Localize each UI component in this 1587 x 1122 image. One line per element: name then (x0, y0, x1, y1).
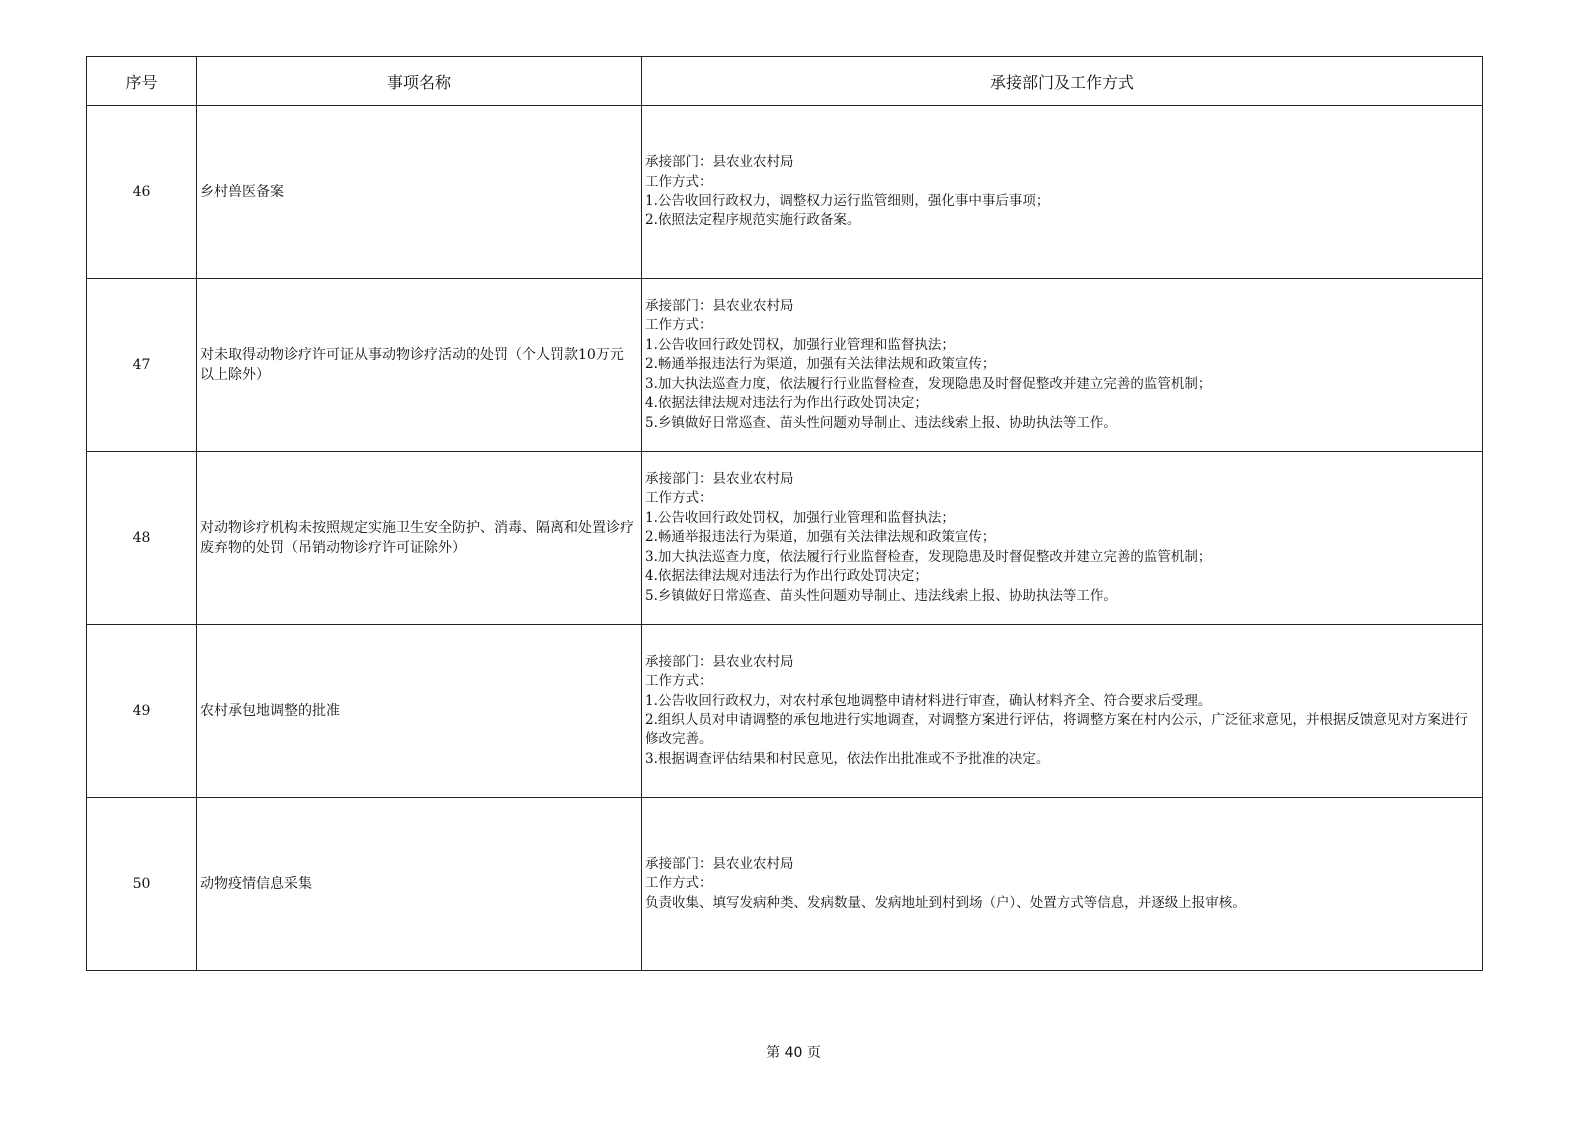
cell-item-name: 农村承包地调整的批准 (197, 625, 642, 798)
method-label: 工作方式： (645, 317, 713, 334)
table-row (87, 798, 1483, 971)
cell-dept-method (642, 106, 1483, 279)
cell-dept-method (642, 625, 1483, 798)
method-step: 1.公告收回行政处罚权，加强行业管理和监督执法； (645, 336, 955, 353)
cell-item-name: 乡村兽医备案 (197, 106, 642, 279)
method-step: 2.畅通举报违法行为渠道，加强有关法律法规和政策宣传； (645, 356, 996, 373)
method-step: 2.畅通举报违法行为渠道，加强有关法律法规和政策宣传； (645, 529, 996, 546)
method-label: 工作方式： (645, 875, 713, 892)
cell-dept-method (642, 798, 1483, 971)
method-step: 4.依据法律法规对违法行为作出行政处罚决定； (645, 568, 928, 585)
table-row (87, 625, 1483, 798)
table-body (87, 106, 1483, 971)
table-row (87, 279, 1483, 452)
cell-item-no: 49 (87, 625, 197, 798)
method-step: 3.加大执法巡查力度，依法履行行业监督检查，发现隐患及时督促整改并建立完善的监管机制； (645, 375, 1212, 392)
method-step: 5.乡镇做好日常巡查、苗头性问题劝导制止、违法线索上报、协助执法等工作。 (645, 587, 1117, 604)
method-label: 工作方式： (645, 173, 713, 190)
table-row (87, 452, 1483, 625)
table-row (87, 106, 1483, 279)
cell-dept-method (642, 279, 1483, 452)
cell-item-no: 46 (87, 106, 197, 279)
cell-dept-method (642, 452, 1483, 625)
cell-item-name: 动物疫情信息采集 (197, 798, 642, 971)
dept-line: 承接部门：县农业农村局 (645, 471, 794, 488)
cell-item-name: 对未取得动物诊疗许可证从事动物诊疗活动的处罚（个人罚款10万元以上除外） (197, 279, 642, 452)
table-header-row (87, 57, 1483, 106)
cell-item-no: 47 (87, 279, 197, 452)
method-step: 1.公告收回行政权力，调整权力运行监管细则，强化事中事后事项； (645, 193, 1050, 209)
method-step: 2.组织人员对申请调整的承包地进行实地调查，对调整方案进行评估，将调整方案在村内公示，广泛征求意见，并根据反馈意见对方案进行修改完善。 (645, 712, 1468, 748)
dept-line: 承接部门：县农业农村局 (645, 653, 794, 670)
cell-item-no: 50 (87, 798, 197, 971)
page-number: 第 40 页 (766, 1045, 821, 1061)
method-step: 4.依据法律法规对违法行为作出行政处罚决定； (645, 395, 928, 412)
method-step: 负责收集、填写发病种类、发病数量、发病地址到村到场（户）、处置方式等信息，并逐级上报审核。 (645, 894, 1246, 911)
dept-line: 承接部门：县农业农村局 (645, 298, 794, 315)
method-step: 3.加大执法巡查力度，依法履行行业监督检查，发现隐患及时督促整改并建立完善的监管机制； (645, 548, 1212, 565)
method-step: 1.公告收回行政处罚权，加强行业管理和监督执法； (645, 509, 955, 526)
header-dept: 承接部门及工作方式 (642, 57, 1483, 106)
dept-line: 承接部门：县农业农村局 (645, 154, 794, 171)
dept-line: 承接部门：县农业农村局 (645, 855, 794, 872)
method-step: 5.乡镇做好日常巡查、苗头性问题劝导制止、违法线索上报、协助执法等工作。 (645, 414, 1117, 431)
method-step: 1.公告收回行政权力，对农村承包地调整申请材料进行审查，确认材料齐全、符合要求后受理。 (645, 692, 1212, 709)
method-label: 工作方式： (645, 673, 713, 690)
method-step: 3.根据调查评估结果和村民意见，依法作出批准或不予批准的决定。 (645, 750, 1050, 767)
header-no: 序号 (87, 57, 197, 106)
method-step: 2.依照法定程序规范实施行政备案。 (645, 212, 861, 229)
method-label: 工作方式： (645, 490, 713, 507)
header-name: 事项名称 (197, 57, 642, 106)
cell-item-no: 48 (87, 452, 197, 625)
cell-item-name: 对动物诊疗机构未按照规定实施卫生安全防护、消毒、隔离和处置诊疗废弃物的处罚（吊销动物诊疗许可证除外） (197, 452, 642, 625)
items-table (86, 56, 1483, 971)
